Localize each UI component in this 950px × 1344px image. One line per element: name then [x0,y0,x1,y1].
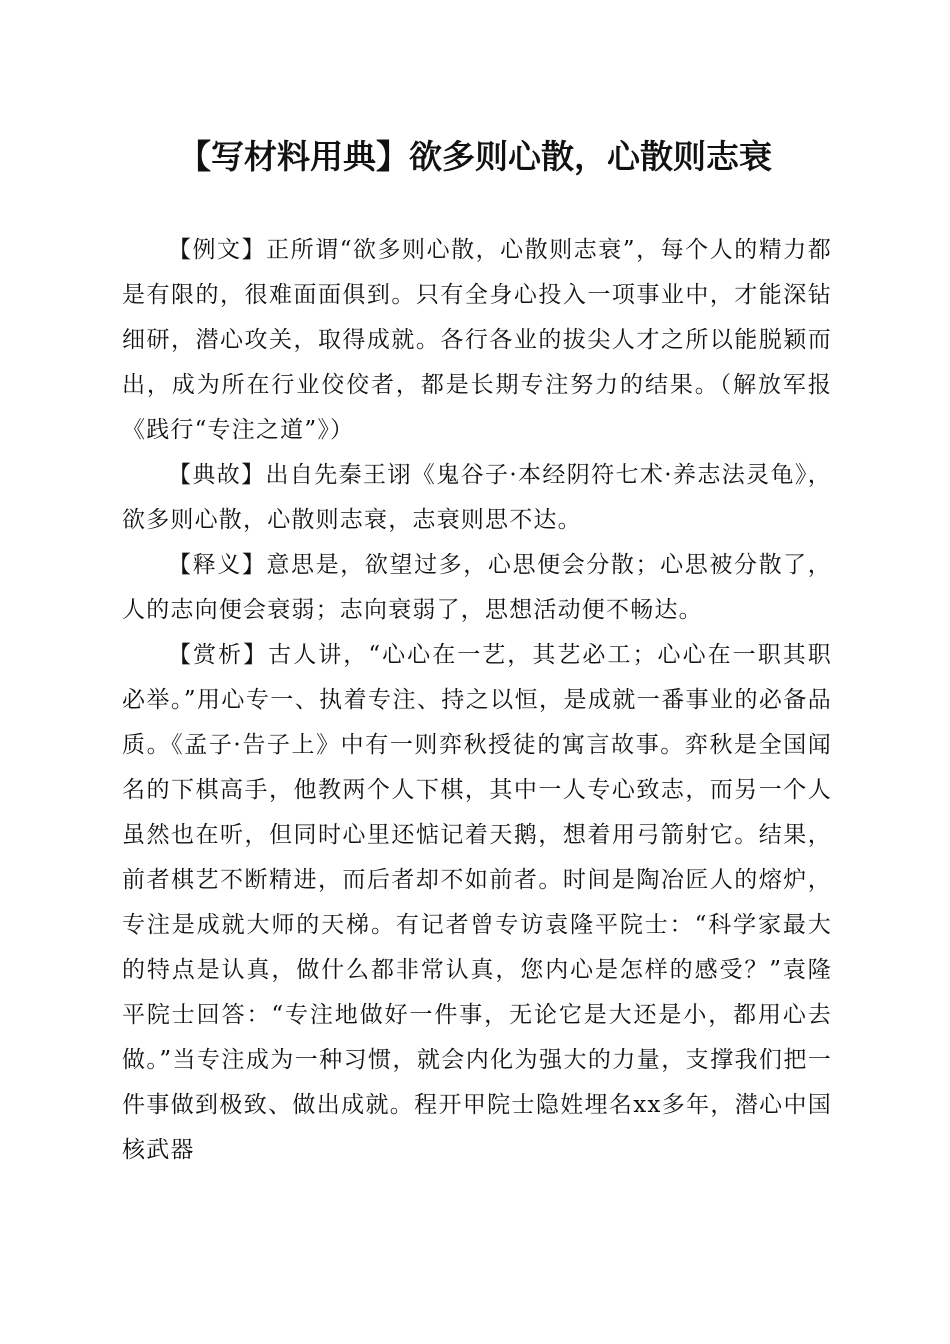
paragraph-allusion: 【典故】出自先秦王诩《鬼谷子·本经阴符七术·养志法灵龟》，欲多则心散，心散则志衰，志衰则思不达。 [122,462,832,533]
paragraph-meaning: 【释义】意思是，欲望过多，心思便会分散；心思被分散了，人的志向便会衰弱；志向衰弱了，思想活动便不畅达。 [122,552,832,623]
paragraph-appreciation: 【赏析】古人讲，“心心在一艺，其艺必工；心心在一职其职必举。”用心专一、执着专注、持之以恒，是成就一番事业的必备品质。《孟子·告子上》中有一则弈秋授徒的寓言故事。弈秋是全国闻名的下棋高手，他教两个人下棋，其中一人专心致志，而另一个人虽然也在听，但同时心里还惦记着天鹅，想着用弓箭射它。结果，前者棋艺不断精进，而后者却不如前者。时间是陶冶匠人的熔炉，专注是成就大师的天梯。有记者曾专访袁隆平院士：“科学家最大的特点是认真，做什么都非常认真，您内心是怎样的感受？”袁隆平院士回答：“专注地做好一件事，无论它是大还是小，都用心去做。”当专注成为一种习惯，就会内化为强大的力量，支撑我们把一件事做到极致、做出成就。程开甲院士隐姓埋名xx多年，潜心中国核武器 [122,642,832,1163]
document-title: 【写材料用典】欲多则心散，心散则志衰 [178,137,772,176]
document-body [122,228,832,1173]
paragraph-example: 【例文】正所谓“欲多则心散，心散则志衰”，每个人的精力都是有限的，很难面面俱到。只有全身心投入一项事业中，才能深钻细研，潜心攻关，取得成就。各行各业的拔尖人才之所以能脱颖而出，成为所在行业佼佼者，都是长期专注努力的结果。（解放军报《践行“专注之道”》） [122,237,832,443]
